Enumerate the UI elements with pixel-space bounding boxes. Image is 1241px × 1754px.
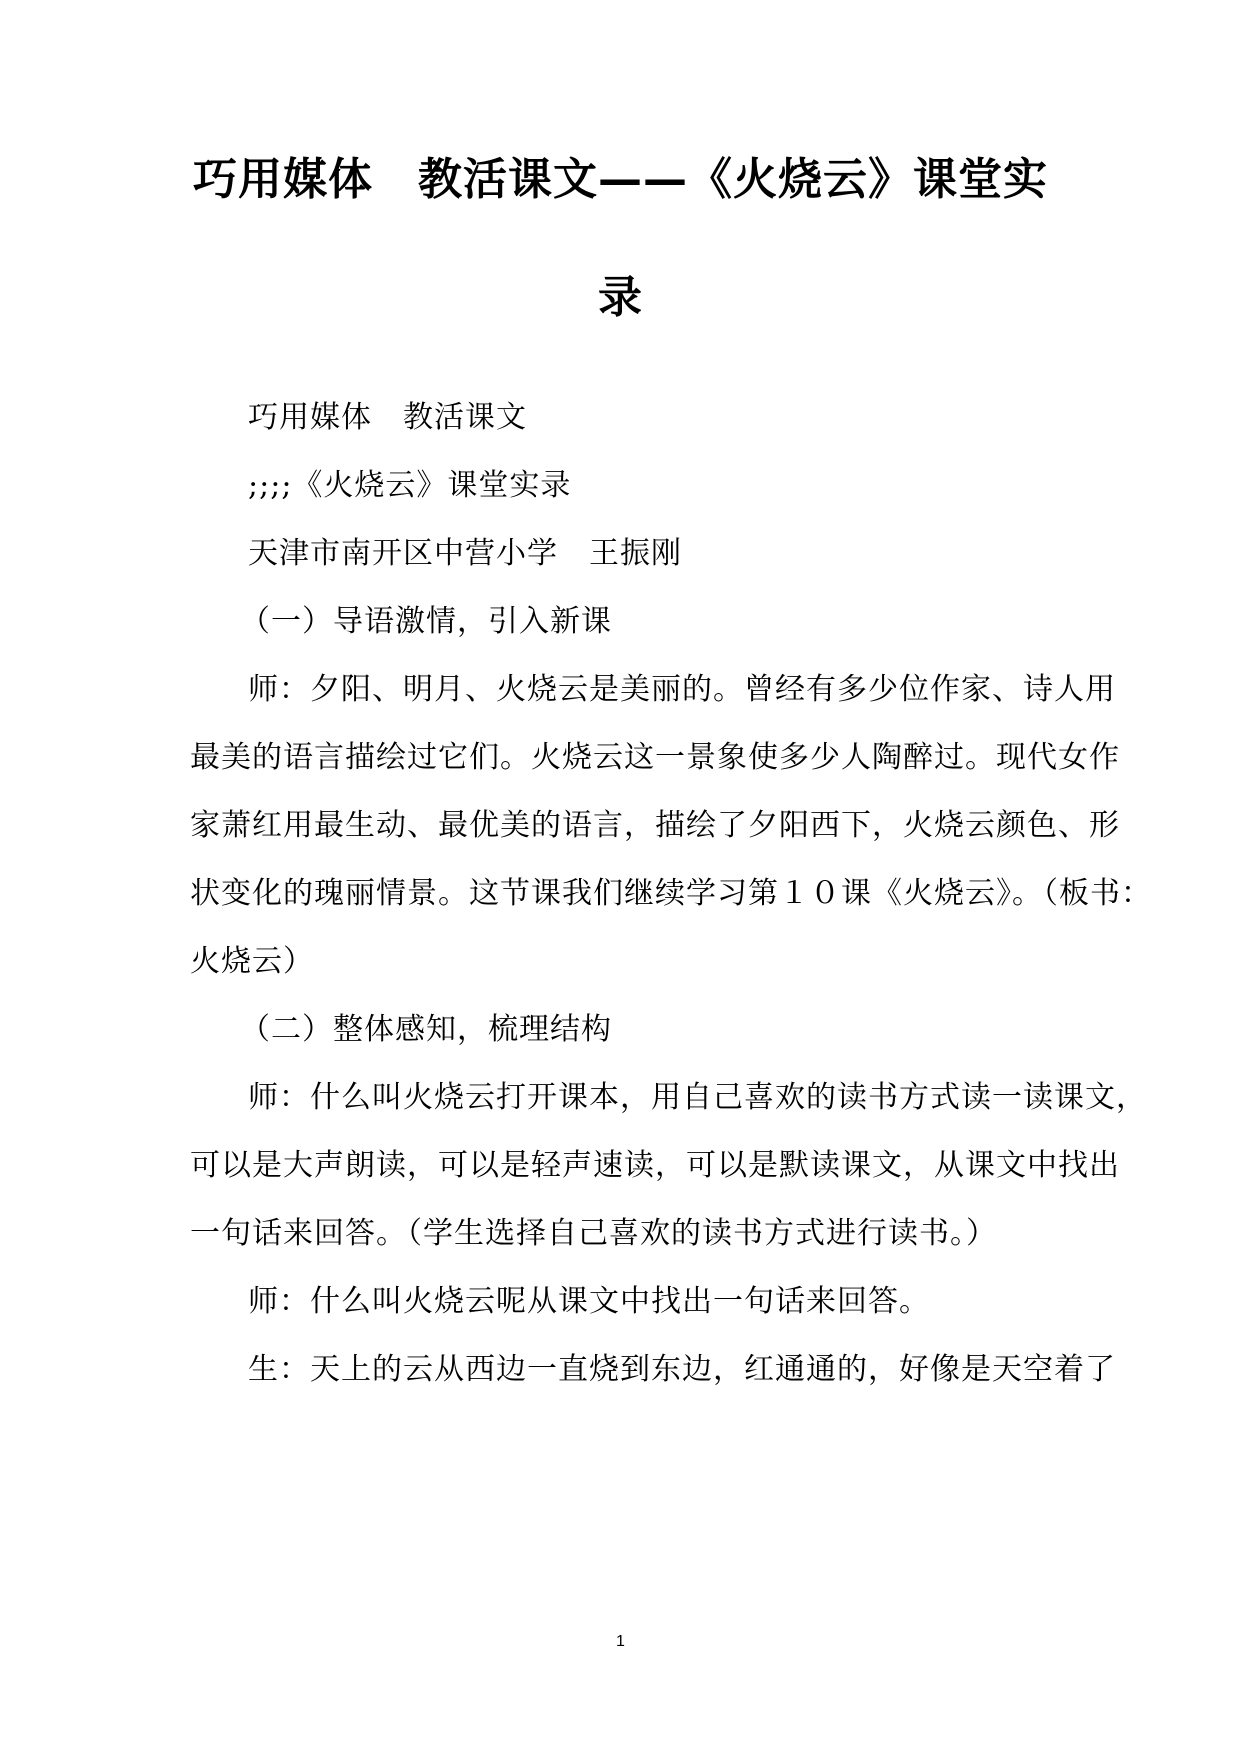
author-line: 天津市南开区中营小学 王振刚	[248, 536, 682, 571]
subtitle-line-2: ;;;;《火烧云》课堂实录	[248, 468, 572, 503]
document-title-continued: 录	[598, 272, 643, 323]
paragraph-1-line-2: 最美的语言描绘过它们。火烧云这一景象使多少人陶醉过。现代女作	[190, 740, 1120, 775]
section-heading-2: （二）整体感知，梳理结构	[240, 1012, 612, 1047]
paragraph-2-line-1: 师：什么叫火烧云打开课本，用自己喜欢的读书方式读一读课文，	[248, 1080, 1147, 1115]
paragraph-1-line-1: 师：夕阳、明月、火烧云是美丽的。曾经有多少位作家、诗人用	[248, 672, 1116, 707]
subtitle-line-1: 巧用媒体 教活课文	[248, 400, 527, 435]
document-title: 巧用媒体 教活课文——《火烧云》课堂实	[193, 154, 1048, 205]
section-heading-1: （一）导语激情，引入新课	[240, 604, 612, 639]
paragraph-3: 师：什么叫火烧云呢从课文中找出一句话来回答。	[248, 1284, 930, 1319]
paragraph-2-line-3: 一句话来回答。（学生选择自己喜欢的读书方式进行读书。）	[190, 1216, 997, 1251]
paragraph-1-line-3: 家萧红用最生动、最优美的语言，描绘了夕阳西下，火烧云颜色、形	[190, 808, 1120, 843]
paragraph-4: 生：天上的云从西边一直烧到东边，红通通的，好像是天空着了	[248, 1352, 1116, 1387]
page-number: 1	[616, 1633, 625, 1650]
paragraph-1-line-5: 火烧云）	[190, 944, 314, 979]
paragraph-1-line-4: 状变化的瑰丽情景。这节课我们继续学习第１０课《火烧云》。（板书：	[190, 876, 1152, 911]
paragraph-2-line-2: 可以是大声朗读，可以是轻声速读，可以是默读课文，从课文中找出	[190, 1148, 1120, 1183]
